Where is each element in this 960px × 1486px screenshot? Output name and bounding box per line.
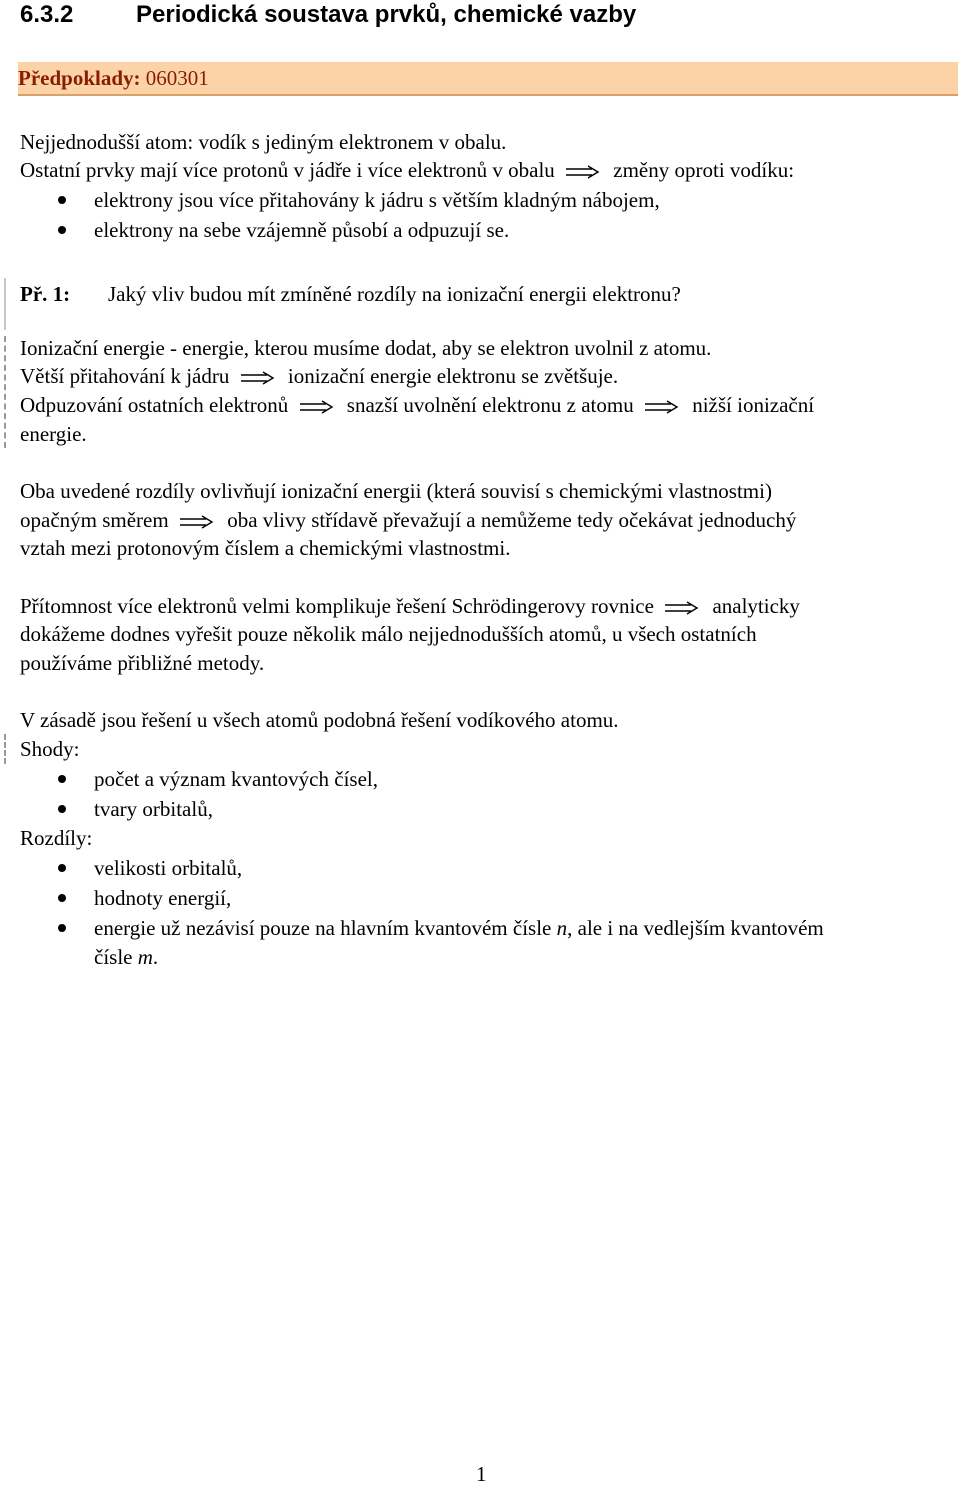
solution-line-1: Ionizační energie - energie, kterou musíme dodat, aby se elektron uvolnil z atomu. xyxy=(20,336,712,360)
intro-line-1: Nejjednodušší atom: vodík s jediným elektronem v obalu. xyxy=(20,130,507,154)
intro-line-2 xyxy=(20,156,794,185)
para3-line-3: používáme přibližné metody. xyxy=(20,651,265,675)
similarity-item: počet a význam kvantových čísel, xyxy=(94,767,378,791)
bullet-icon xyxy=(58,924,66,932)
solution-margin-bar xyxy=(4,336,6,448)
bullet-icon xyxy=(58,775,66,783)
prerequisites-label: Předpoklady: xyxy=(18,66,141,90)
intro-line-2-a: Ostatní prvky mají více protonů v jádře i více elektronů v obalu xyxy=(20,158,555,182)
intro-bullet-2: elektrony na sebe vzájemně působí a odpuzují se. xyxy=(94,218,510,242)
example-question: Jaký vliv budou mít zmíněné rozdíly na ionizační energii elektronu? xyxy=(108,282,681,306)
example-label: Př. 1: xyxy=(20,282,71,306)
difference-item: hodnoty energií, xyxy=(94,886,232,910)
para3-line-1: Přítomnost více elektronů velmi komplikuje řešení Schrödingerovy rovnice analyticky xyxy=(20,594,800,618)
margin-bar xyxy=(4,734,6,764)
para2-line-2: opačným směrem oba vlivy střídavě převažují a nemůžeme tedy očekávat jednoduchý xyxy=(20,508,797,532)
bullet-icon xyxy=(58,226,66,234)
prerequisites-bar xyxy=(18,62,958,96)
difference-item-continued: čísle m. xyxy=(94,945,159,969)
bullet-icon xyxy=(58,894,66,902)
bullet-icon xyxy=(58,196,66,204)
intro-bullet-1: elektrony jsou více přitahovány k jádru s větším kladným nábojem, xyxy=(94,188,660,212)
page-number: 1 xyxy=(476,1462,487,1486)
bullet-icon xyxy=(58,864,66,872)
para2-line-3: vztah mezi protonovým číslem a chemickými vlastnostmi. xyxy=(20,536,511,560)
para4-line-1: V zásadě jsou řešení u všech atomů podobná řešení vodíkového atomu. xyxy=(20,708,619,732)
similarities-label: Shody: xyxy=(20,737,80,761)
para3-line-2: dokážeme dodnes vyřešit pouze několik málo nejjednodušších atomů, u všech ostatních xyxy=(20,622,757,646)
difference-item: velikosti orbitalů, xyxy=(94,856,243,880)
implies-arrow-icon xyxy=(645,400,679,414)
implies-arrow-icon xyxy=(180,515,214,529)
implies-arrow-icon xyxy=(665,601,699,615)
solution-line-3: Odpuzování ostatních elektronů snazší uvolnění elektronu z atomu nižší ionizační xyxy=(20,393,815,417)
solution-line-2: Větší přitahování k jádru ionizační energie elektronu se zvětšuje. xyxy=(20,364,619,388)
implies-arrow-icon xyxy=(241,371,275,385)
implies-arrow-icon xyxy=(300,400,334,414)
para2-line-1: Oba uvedené rozdíly ovlivňují ionizační energii (která souvisí s chemickými vlastnostmi) xyxy=(20,479,772,503)
similarity-item: tvary orbitalů, xyxy=(94,797,213,821)
prerequisites-value: 060301 xyxy=(145,66,209,90)
margin-bar xyxy=(4,278,6,330)
section-number: 6.3.2 xyxy=(20,1,74,28)
section-title: Periodická soustava prvků, chemické vazby xyxy=(136,1,637,28)
intro-line-2-b: změny oproti vodíku: xyxy=(613,158,795,182)
bullet-icon xyxy=(58,805,66,813)
section-heading xyxy=(20,0,636,30)
implies-arrow-icon xyxy=(566,165,600,179)
differences-label: Rozdíly: xyxy=(20,826,93,850)
solution-line-4: energie. xyxy=(20,422,87,446)
difference-item: energie už nezávisí pouze na hlavním kvantovém čísle n, ale i na vedlejším kvantovém xyxy=(94,916,824,940)
